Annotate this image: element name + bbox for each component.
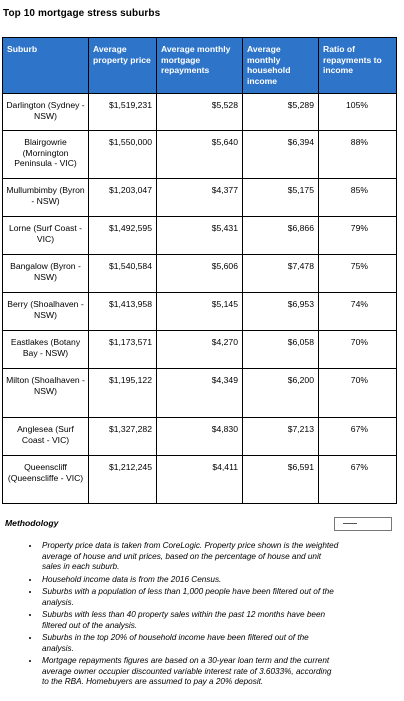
property-price-cell: $1,492,595 <box>89 217 157 255</box>
methodology-note: • Mortgage repayments figures are based on a 30-year loan term and the current average owner occupier discounted variable interest rate of 3.6033%, according to the RBA. Homebuyers are assumed to pay a 20% deposit. <box>40 656 340 688</box>
property-price-cell: $1,173,571 <box>89 331 157 369</box>
suburb-cell: Bangalow (Byron - NSW) <box>3 255 89 293</box>
table-row <box>3 331 397 369</box>
household-income-cell: $6,953 <box>243 293 319 331</box>
methodology-title: Methodology <box>5 518 59 528</box>
mortgage-repayments-cell: $5,528 <box>157 94 243 131</box>
methodology-note: • Suburbs with a population of less than 1,000 people have been filtered out of the analysis. <box>40 587 340 608</box>
ratio-cell: 88% <box>319 131 397 179</box>
ratio-cell: 105% <box>319 94 397 131</box>
methodology-note: • Property price data is taken from CoreLogic. Property price shown is the weighted average of house and unit prices, based on the percentage of house and unit sales in each suburb. <box>40 541 340 573</box>
methodology-note: • Suburbs in the top 20% of household income have been filtered out of the analysis. <box>40 633 340 654</box>
household-income-cell: $5,289 <box>243 94 319 131</box>
suburb-cell: Milton (Shoalhaven - NSW) <box>3 369 89 418</box>
ratio-cell: 67% <box>319 456 397 504</box>
suburb-cell: Mullumbimby (Byron - NSW) <box>3 179 89 217</box>
mortgage-repayments-cell: $4,411 <box>157 456 243 504</box>
mortgage-stress-table <box>2 37 397 504</box>
mortgage-repayments-cell: $4,349 <box>157 369 243 418</box>
suburb-cell: Darlington (Sydney - NSW) <box>3 94 89 131</box>
household-income-cell: $6,058 <box>243 331 319 369</box>
ratio-cell: 74% <box>319 293 397 331</box>
table-row <box>3 94 397 131</box>
property-price-cell: $1,203,047 <box>89 179 157 217</box>
property-price-cell: $1,540,584 <box>89 255 157 293</box>
ratio-cell: 67% <box>319 418 397 456</box>
methodology-input-box[interactable] <box>334 517 392 531</box>
header-average-property-price: Average property price <box>89 38 157 94</box>
dash-icon <box>343 523 357 524</box>
table-row <box>3 418 397 456</box>
mortgage-repayments-cell: $5,145 <box>157 293 243 331</box>
header-average-monthly-mortgage-repayments: Average monthly mortgage repayments <box>157 38 243 94</box>
table-row <box>3 217 397 255</box>
ratio-cell: 85% <box>319 179 397 217</box>
mortgage-repayments-cell: $4,270 <box>157 331 243 369</box>
methodology-note: • Household income data is from the 2016 Census. <box>40 575 340 586</box>
household-income-cell: $6,394 <box>243 131 319 179</box>
property-price-cell: $1,212,245 <box>89 456 157 504</box>
table-row <box>3 369 397 418</box>
suburb-cell: Eastlakes (Botany Bay - NSW) <box>3 331 89 369</box>
mortgage-repayments-cell: $4,377 <box>157 179 243 217</box>
property-price-cell: $1,550,000 <box>89 131 157 179</box>
table-row <box>3 293 397 331</box>
household-income-cell: $6,200 <box>243 369 319 418</box>
header-ratio-of-repayments-to-income: Ratio of repayments to income <box>319 38 397 94</box>
suburb-cell: Lorne (Surf Coast - VIC) <box>3 217 89 255</box>
property-price-cell: $1,327,282 <box>89 418 157 456</box>
ratio-cell: 70% <box>319 331 397 369</box>
table-body <box>3 94 397 504</box>
methodology-note: • Suburbs with less than 40 property sales within the past 12 months have been filtered out of the analysis. <box>40 610 340 631</box>
suburb-cell: Berry (Shoalhaven - NSW) <box>3 293 89 331</box>
page-title: Top 10 mortgage stress suburbs <box>3 8 161 19</box>
property-price-cell: $1,195,122 <box>89 369 157 418</box>
methodology-notes <box>22 541 340 690</box>
suburb-cell: Blairgowrie (Mornington Peninsula - VIC) <box>3 131 89 179</box>
ratio-cell: 79% <box>319 217 397 255</box>
suburb-cell: Anglesea (Surf Coast - VIC) <box>3 418 89 456</box>
suburb-cell: Queenscliff (Queenscliffe - VIC) <box>3 456 89 504</box>
household-income-cell: $6,866 <box>243 217 319 255</box>
property-price-cell: $1,413,958 <box>89 293 157 331</box>
ratio-cell: 75% <box>319 255 397 293</box>
household-income-cell: $6,591 <box>243 456 319 504</box>
property-price-cell: $1,519,231 <box>89 94 157 131</box>
mortgage-repayments-cell: $4,830 <box>157 418 243 456</box>
mortgage-repayments-cell: $5,431 <box>157 217 243 255</box>
mortgage-repayments-cell: $5,606 <box>157 255 243 293</box>
header-average-monthly-household-income: Average monthly household income <box>243 38 319 94</box>
table-row <box>3 255 397 293</box>
household-income-cell: $5,175 <box>243 179 319 217</box>
table-row <box>3 131 397 179</box>
household-income-cell: $7,213 <box>243 418 319 456</box>
mortgage-repayments-cell: $5,640 <box>157 131 243 179</box>
ratio-cell: 70% <box>319 369 397 418</box>
table-header-row <box>3 38 397 94</box>
header-suburb: Suburb <box>3 38 89 94</box>
table-row <box>3 179 397 217</box>
table-row <box>3 456 397 504</box>
household-income-cell: $7,478 <box>243 255 319 293</box>
